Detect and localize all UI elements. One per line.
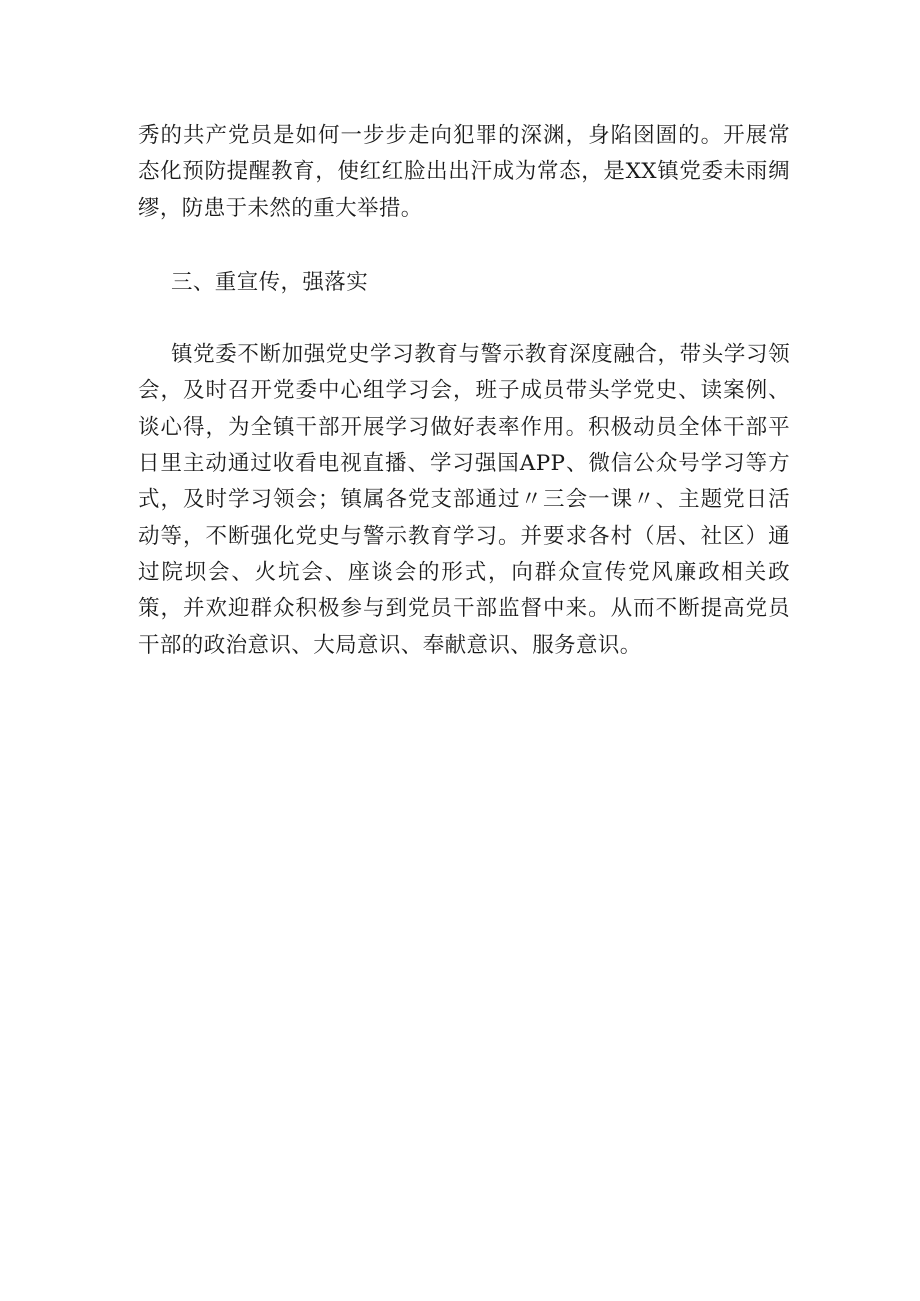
section-heading: 三、重宣传，强落实 — [171, 269, 369, 295]
paragraph-continuation: 秀的共产党员是如何一步步走向犯罪的深渊，身陷囹圄的。开展常态化预防提醒教育，使红红脸出出汗成为常态，是XX镇党委未雨绸缪，防患于未然的重大举措。 — [138, 123, 790, 221]
paragraph-body: 镇党委不断加强党史学习教育与警示教育深度融合，带头学习领会，及时召开党委中心组学习会，班子成员带头学党史、读案例、谈心得，为全镇干部开展学习做好表率作用。积极动员全体干部平日里主动通过收看电视直播、学习强国APP、微信公众号学习等方式，及时学习领会；镇属各党支部通过〃三会一课〃、主题党日活动等，不断强化党史与警示教育学习。并要求各村（居、社区）通过院坝会、火坑会、座谈会的形式，向群众宣传党风廉政相关政策，并欢迎群众积极参与到党员干部监督中来。从而不断提高党员干部的政治意识、大局意识、奉献意识、服务意识。 — [138, 342, 790, 658]
document-body — [138, 118, 790, 664]
